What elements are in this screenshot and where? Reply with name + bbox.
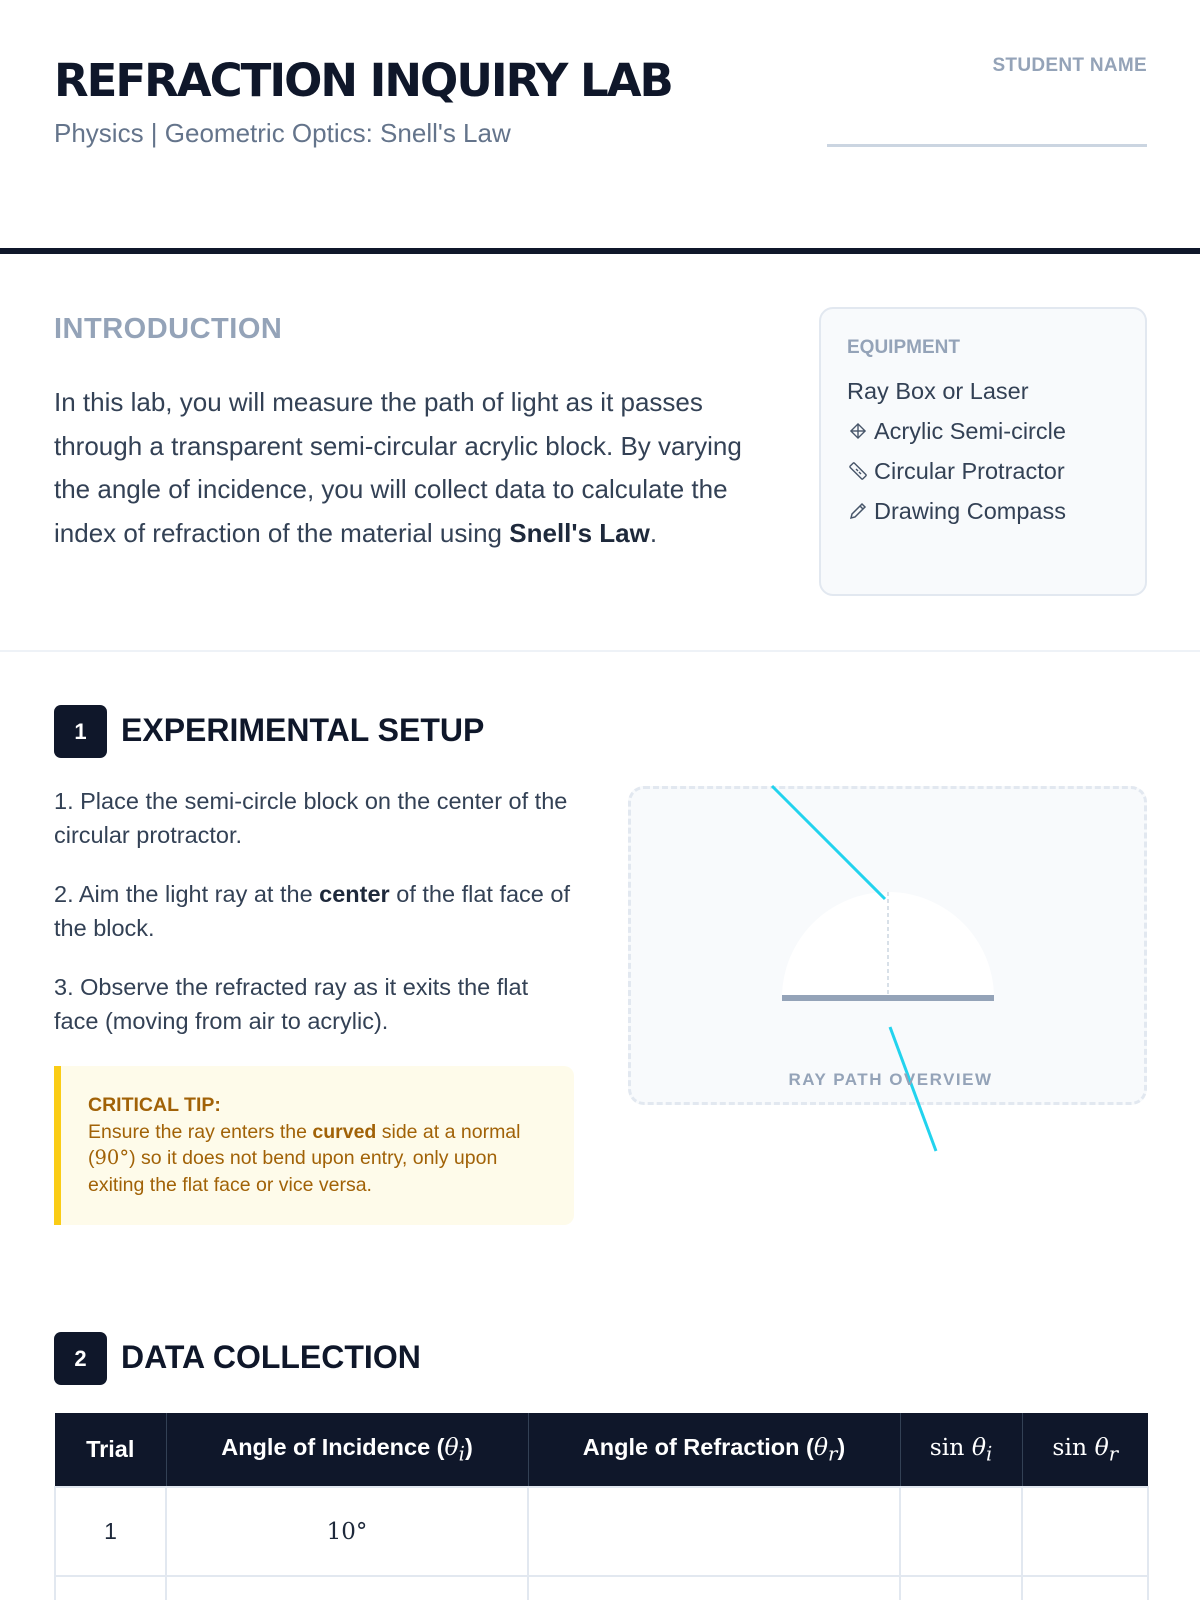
introduction-body: In this lab, you will measure the path of light as it passes through a transparent semi-circular acrylic block. By varying the angle of incidence, you will collect data to calculate the index of refraction of the material using xyxy=(54,387,742,548)
equipment-title: EQUIPMENT xyxy=(847,337,960,358)
refraction-header-text: Angle of Refraction ( xyxy=(582,1434,814,1461)
equipment-item xyxy=(847,411,1066,451)
theta-letter: θ xyxy=(1094,1433,1109,1462)
column-header-sin-r xyxy=(1022,1413,1148,1487)
sin-r-formula xyxy=(1052,1433,1119,1466)
incidence-header-text: Angle of Incidence ( xyxy=(221,1434,445,1461)
theta-subscript: i xyxy=(458,1442,465,1466)
theta-subscript: r xyxy=(828,1442,838,1466)
theta-letter: θ xyxy=(813,1433,829,1462)
column-header-sin-i xyxy=(900,1413,1022,1487)
student-name-field[interactable] xyxy=(827,144,1147,147)
tip-angle: 90° xyxy=(94,1146,130,1169)
ray-diagram-svg xyxy=(631,789,1150,1108)
theta-letter: θ xyxy=(444,1433,459,1462)
theta-subscript: i xyxy=(986,1442,993,1466)
table-row xyxy=(55,1487,1148,1576)
step-1: 1. Place the semi-circle block on the center of the circular protractor. xyxy=(54,788,568,848)
tip-text-end: ) so it does not bend upon entry, only upon exiting the flat face or vice versa. xyxy=(88,1147,498,1196)
equipment-item xyxy=(847,491,1066,531)
pencil-icon xyxy=(847,500,869,522)
table-cell[interactable] xyxy=(1022,1576,1148,1600)
ray-path-diagram xyxy=(628,786,1147,1105)
step-2-emphasis: center xyxy=(319,881,390,907)
sin-i-input-cell[interactable] xyxy=(900,1487,1022,1576)
table-cell xyxy=(166,1576,528,1600)
data-section-title: DATA COLLECTION xyxy=(121,1339,421,1375)
equipment-item-label: Acrylic Semi-circle xyxy=(874,417,1066,444)
page-title: REFRACTION INQUIRY LAB xyxy=(54,54,672,107)
step-2 xyxy=(54,878,574,945)
trial-cell: 1 xyxy=(55,1487,166,1576)
introduction-end: . xyxy=(649,517,658,548)
step-2-text: 2. Aim the light ray at the xyxy=(54,881,320,907)
step-3: 3. Observe the refracted ray as it exits the flat face (moving from air to acrylic). xyxy=(54,974,529,1034)
equipment-panel xyxy=(819,307,1147,596)
header-close: ) xyxy=(837,1434,846,1461)
table-row xyxy=(55,1576,1148,1600)
equipment-item xyxy=(847,451,1066,491)
setup-section-title: EXPERIMENTAL SETUP xyxy=(121,712,485,748)
tip-text-mid: side at a normal ( xyxy=(88,1120,521,1169)
column-header-refraction xyxy=(528,1413,900,1487)
equipment-item-label: Ray Box or Laser xyxy=(847,377,1029,404)
student-name-label: STUDENT NAME xyxy=(992,55,1147,76)
header xyxy=(0,0,1200,254)
sin-text: sin xyxy=(1052,1433,1095,1462)
table-header-row xyxy=(55,1413,1148,1487)
section-divider xyxy=(0,650,1200,652)
introduction-text xyxy=(54,381,774,555)
equipment-list xyxy=(847,371,1066,531)
data-table xyxy=(54,1413,1149,1600)
section-number-badge: 2 xyxy=(54,1332,107,1385)
tip-text: Ensure the ray enters the xyxy=(88,1120,313,1143)
equipment-item-label: Circular Protractor xyxy=(874,457,1065,484)
incidence-cell: 10° xyxy=(166,1487,528,1576)
diagram-label: RAY PATH OVERVIEW xyxy=(788,1070,993,1089)
sin-r-input-cell[interactable] xyxy=(1022,1487,1148,1576)
theta-symbol xyxy=(813,1433,838,1466)
sin-text: sin xyxy=(929,1433,972,1462)
refraction-input-cell[interactable] xyxy=(528,1487,900,1576)
critical-tip-callout xyxy=(54,1066,574,1225)
snells-law-emphasis: Snell's Law xyxy=(509,517,650,548)
equipment-item-label: Drawing Compass xyxy=(874,497,1066,524)
critical-tip-text xyxy=(88,1119,544,1199)
theta-subscript: r xyxy=(1108,1442,1119,1466)
diamond-icon xyxy=(847,420,869,442)
column-header-incidence xyxy=(166,1413,528,1487)
critical-tip-title: CRITICAL TIP: xyxy=(88,1094,221,1116)
header-close: ) xyxy=(464,1434,473,1461)
sin-i-formula xyxy=(929,1433,993,1466)
ruler-icon xyxy=(847,460,869,482)
incident-ray xyxy=(772,786,885,899)
section-number-badge: 1 xyxy=(54,705,107,758)
tip-emphasis: curved xyxy=(312,1120,377,1143)
column-header-trial: Trial xyxy=(55,1413,166,1487)
equipment-item xyxy=(847,371,1066,411)
theta-symbol xyxy=(444,1433,465,1466)
setup-steps xyxy=(54,785,574,1064)
theta-letter: θ xyxy=(971,1433,987,1462)
table-cell xyxy=(55,1576,166,1600)
page-subtitle: Physics | Geometric Optics: Snell's Law xyxy=(54,118,511,148)
step-2-text-end: of the flat face of the block. xyxy=(54,881,570,941)
table-cell[interactable] xyxy=(528,1576,900,1600)
table-cell[interactable] xyxy=(900,1576,1022,1600)
introduction-heading: INTRODUCTION xyxy=(54,313,283,345)
